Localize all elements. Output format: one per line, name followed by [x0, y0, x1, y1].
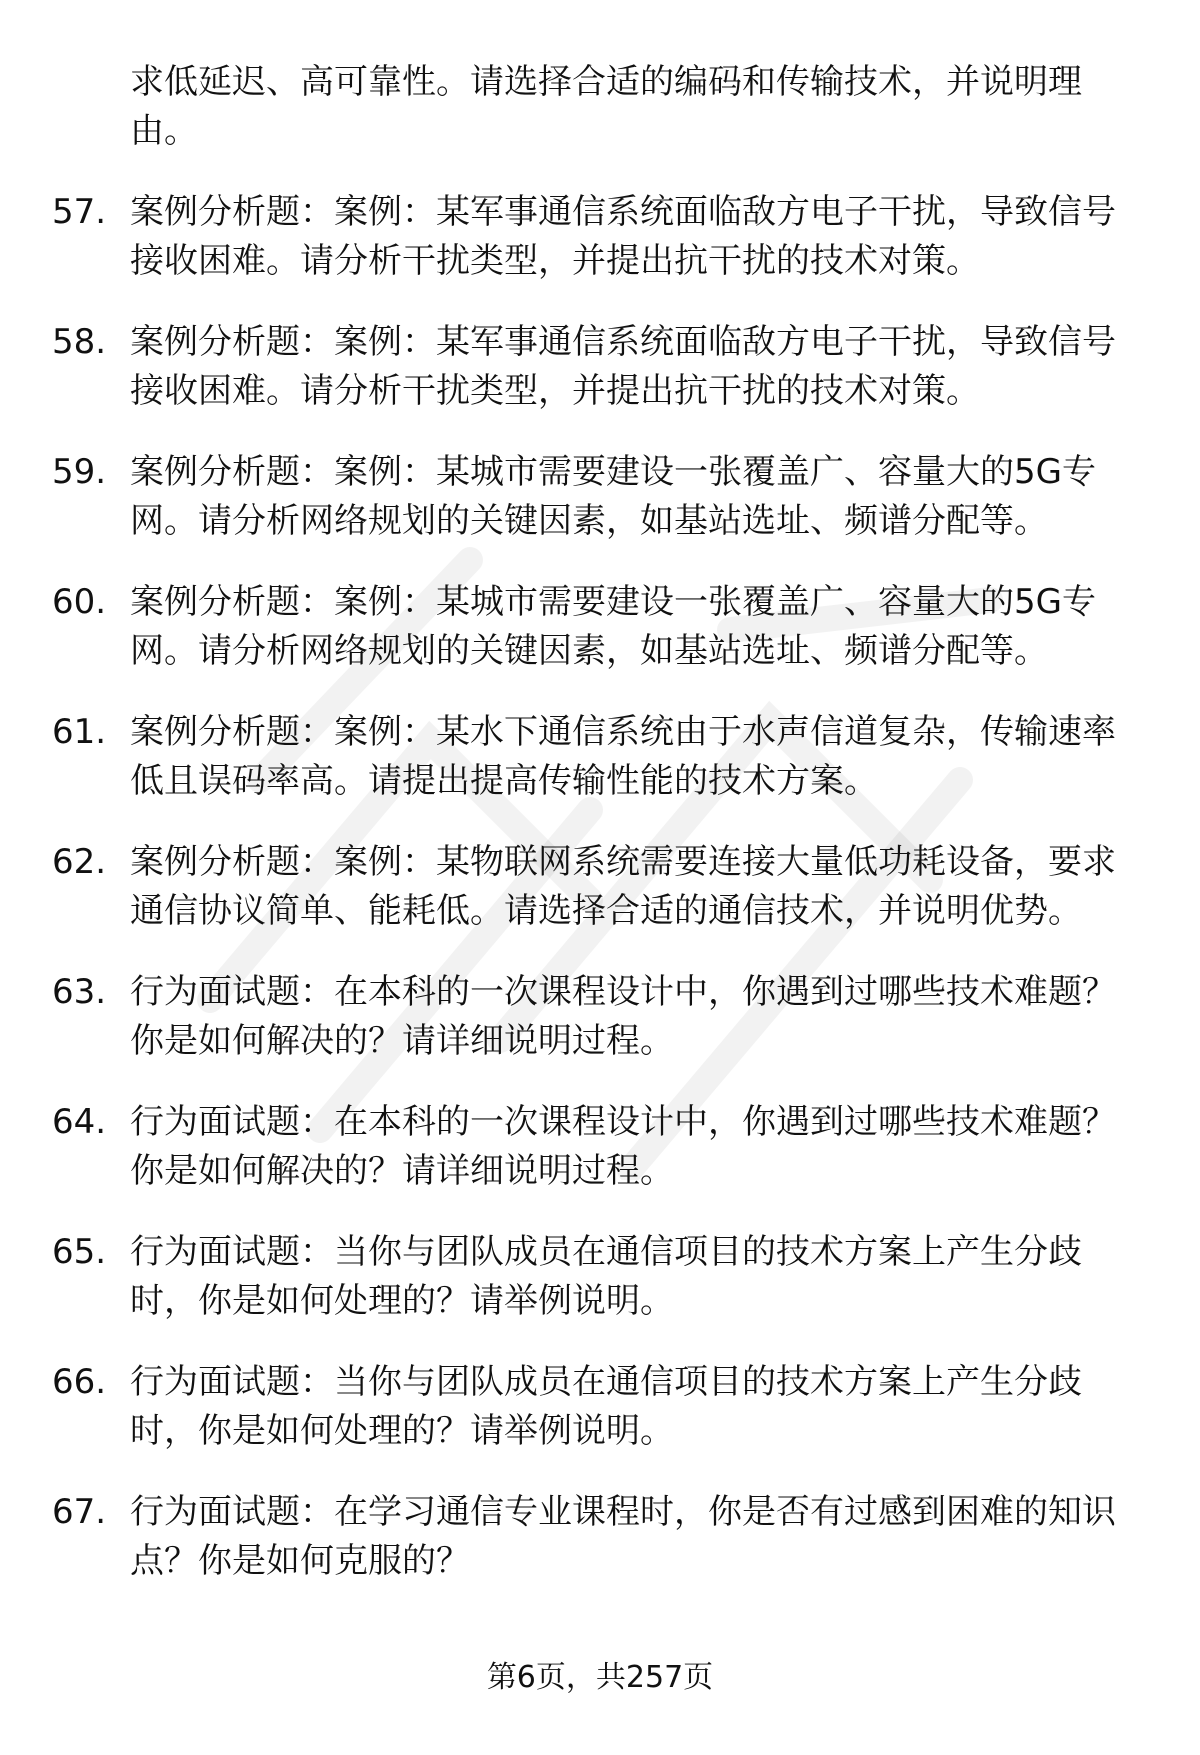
- question-text: 行为面试题：当你与团队成员在通信项目的技术方案上产生分歧时，你是如何处理的？请举例说明。: [130, 1232, 1082, 1321]
- question-number: 67.: [52, 1492, 107, 1532]
- question-number: 63.: [52, 972, 107, 1012]
- continued-question-text: 求低延迟、高可靠性。请选择合适的编码和传输技术，并说明理由。: [130, 62, 1082, 151]
- question-text: 行为面试题：当你与团队成员在通信项目的技术方案上产生分歧时，你是如何处理的？请举例说明。: [130, 1362, 1082, 1451]
- question-number: 65.: [52, 1232, 107, 1272]
- list-item: [0, 188, 1200, 286]
- question-text: 案例分析题：案例：某城市需要建设一张覆盖广、容量大的5G专网。请分析网络规划的关键因素，如基站选址、频谱分配等。: [130, 452, 1096, 541]
- list-item: [0, 838, 1200, 936]
- question-number: 61.: [52, 712, 107, 752]
- question-text: 案例分析题：案例：某军事通信系统面临敌方电子干扰，导致信号接收困难。请分析干扰类型，并提出抗干扰的技术对策。: [130, 322, 1116, 411]
- question-text: 案例分析题：案例：某城市需要建设一张覆盖广、容量大的5G专网。请分析网络规划的关键因素，如基站选址、频谱分配等。: [130, 582, 1096, 671]
- question-number: 62.: [52, 842, 107, 882]
- list-item: [0, 578, 1200, 676]
- list-item: [0, 708, 1200, 806]
- list-item: [0, 318, 1200, 416]
- question-number: 59.: [52, 452, 107, 492]
- list-item: [0, 1098, 1200, 1196]
- question-text: 案例分析题：案例：某军事通信系统面临敌方电子干扰，导致信号接收困难。请分析干扰类型，并提出抗干扰的技术对策。: [130, 192, 1116, 281]
- question-list: [0, 58, 1200, 1618]
- list-item: [0, 1358, 1200, 1456]
- list-item: [0, 968, 1200, 1066]
- question-text: 行为面试题：在本科的一次课程设计中，你遇到过哪些技术难题？你是如何解决的？请详细说明过程。: [130, 972, 1116, 1061]
- list-item: [0, 1228, 1200, 1326]
- list-item: [0, 1488, 1200, 1586]
- list-item: [0, 448, 1200, 546]
- question-number: 58.: [52, 322, 107, 362]
- page-footer: 第6页，共257页: [486, 1660, 714, 1695]
- question-number: 57.: [52, 192, 107, 232]
- question-text: 案例分析题：案例：某水下通信系统由于水声信道复杂，传输速率低且误码率高。请提出提高传输性能的技术方案。: [130, 712, 1116, 801]
- question-number: 64.: [52, 1102, 107, 1142]
- question-number: 66.: [52, 1362, 107, 1402]
- question-text: 案例分析题：案例：某物联网系统需要连接大量低功耗设备，要求通信协议简单、能耗低。请选择合适的通信技术，并说明优势。: [130, 842, 1116, 931]
- question-text: 行为面试题：在本科的一次课程设计中，你遇到过哪些技术难题？你是如何解决的？请详细说明过程。: [130, 1102, 1116, 1191]
- question-number: 60.: [52, 582, 107, 622]
- question-text: 行为面试题：在学习通信专业课程时，你是否有过感到困难的知识点？你是如何克服的？: [130, 1492, 1116, 1581]
